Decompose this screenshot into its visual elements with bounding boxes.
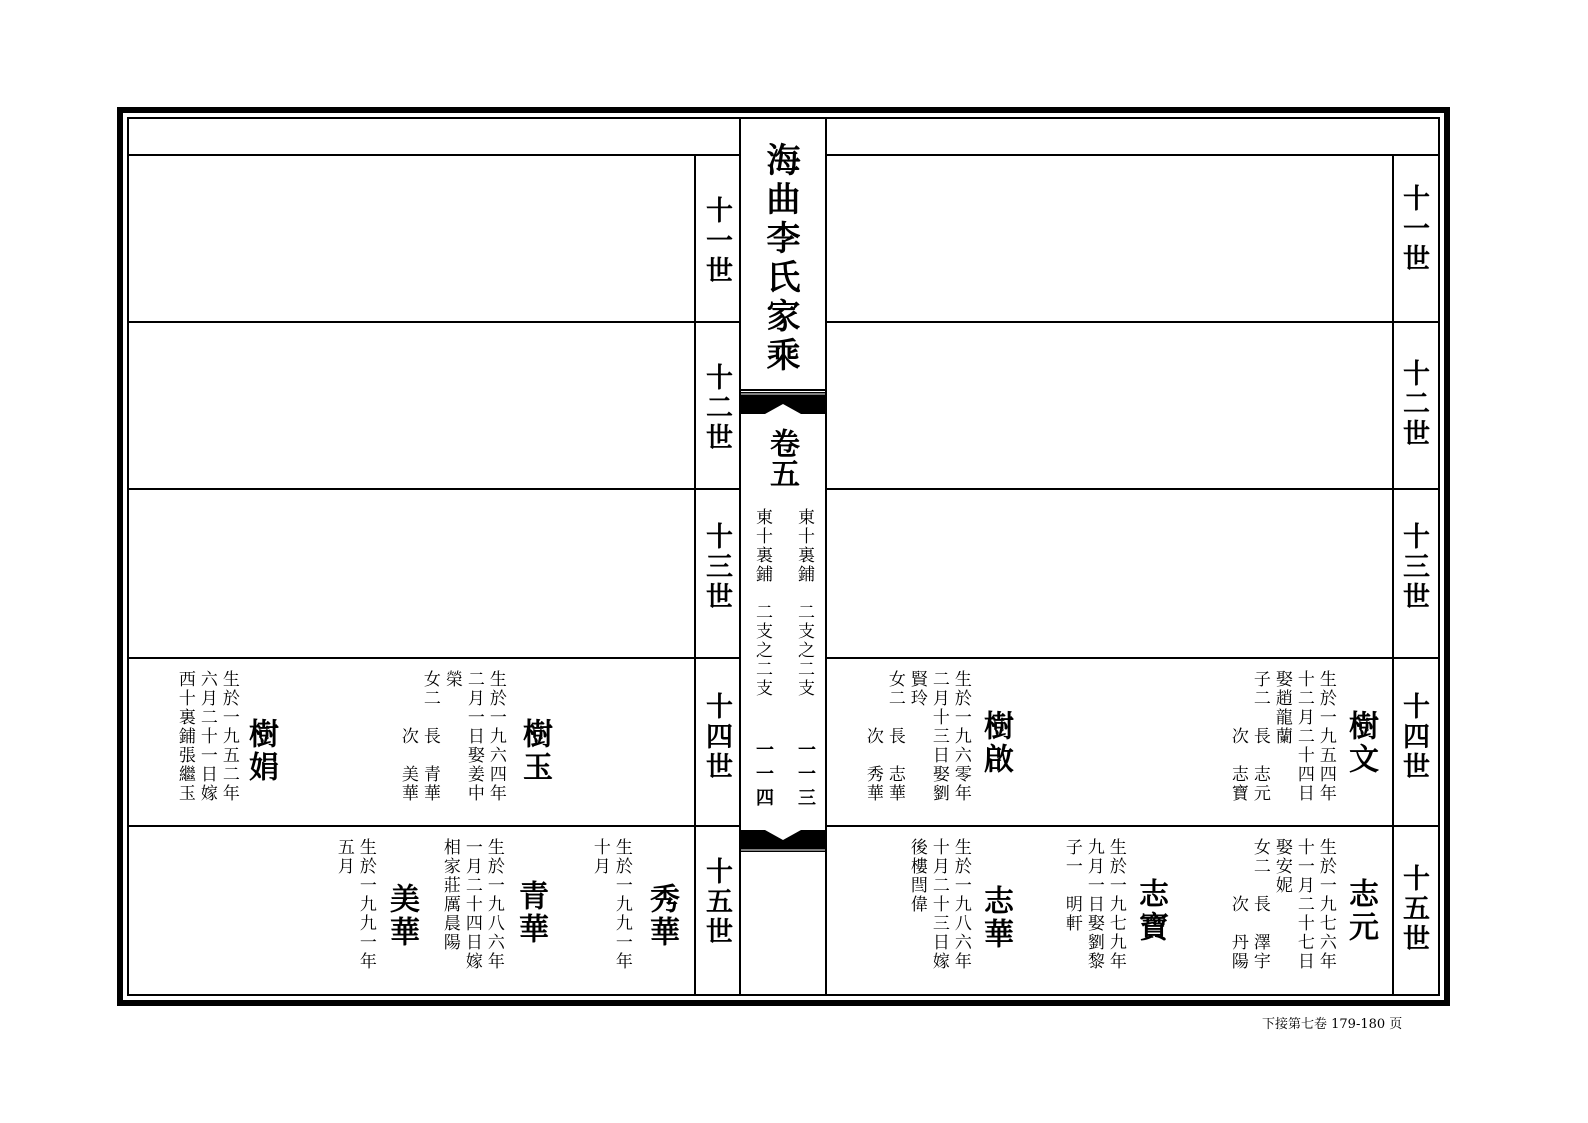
left-row-line-4 — [127, 825, 739, 827]
person-detail: 生於一九九一年 — [355, 838, 376, 971]
person-name: 樹啟 — [978, 710, 1013, 776]
person-detail: 生於一九六零年 — [950, 670, 971, 803]
branch-label-left: 東十裏鋪 二支之二支 — [752, 508, 772, 698]
person-detail: 生於一九九一年 — [611, 838, 632, 971]
right-row-line-2 — [825, 488, 1440, 490]
person-detail: 十一月二十七日 — [1293, 838, 1314, 971]
person-detail: 二月一日娶姜中 — [463, 670, 484, 803]
spine-right-border — [825, 117, 827, 996]
person-detail: 生於一九七九年 — [1105, 838, 1126, 971]
person-name: 樹文 — [1343, 710, 1378, 776]
right-row-line-3 — [825, 657, 1440, 659]
person-detail: 西十裏鋪張繼玉 — [174, 670, 195, 803]
person-detail: 賢玲 — [906, 670, 927, 708]
left-gen-column-border — [694, 154, 696, 996]
right-header-line — [825, 154, 1440, 156]
right-gen-label-13: 十三世 — [1398, 522, 1429, 612]
person-detail: 女二 長 澤宇 — [1249, 838, 1270, 971]
person-detail: 生於一九五二年 — [218, 670, 239, 803]
person-detail: 五月 — [333, 838, 354, 876]
person-detail: 生於一九八六年 — [950, 838, 971, 971]
person-detail: 女二 長 志華 — [884, 670, 905, 803]
person-detail: 相家莊厲晨陽 — [439, 838, 460, 952]
left-gen-label-12: 十二世 — [701, 363, 732, 453]
right-row-line-4 — [825, 825, 1440, 827]
person-detail: 生於一九六四年 — [485, 670, 506, 803]
person-detail: 生於一九七六年 — [1315, 838, 1336, 971]
person-name: 樹娟 — [243, 718, 278, 784]
person-detail: 六月二十一日嫁 — [196, 670, 217, 803]
person-name: 樹玉 — [517, 718, 552, 784]
spine-title-line — [739, 389, 827, 391]
person-detail: 十月 — [589, 838, 610, 876]
person-detail: 二月十三日娶劉 — [928, 670, 949, 803]
left-gen-label-15: 十五世 — [701, 857, 732, 947]
person-name: 秀華 — [644, 883, 679, 949]
person-name: 青華 — [513, 880, 548, 946]
person-detail: 次 志寶 — [1227, 670, 1248, 803]
person-detail: 次 丹陽 — [1227, 838, 1248, 971]
left-row-line-2 — [127, 488, 739, 490]
person-detail: 榮 — [441, 670, 462, 689]
footer-continuation-note: 下接第七卷 179-180 页 — [1262, 1017, 1403, 1032]
left-row-line-3 — [127, 657, 739, 659]
person-name: 志華 — [978, 885, 1013, 951]
person-detail: 子二 長 志元 — [1249, 670, 1270, 803]
right-gen-label-14: 十四世 — [1398, 692, 1429, 782]
person-detail: 次 美華 — [397, 670, 418, 803]
person-detail: 後樓閆偉 — [906, 838, 927, 914]
person-name: 志元 — [1343, 878, 1378, 944]
right-gen-label-15: 十五世 — [1398, 864, 1429, 954]
right-gen-label-11: 十一世 — [1398, 184, 1429, 274]
person-detail: 子一 明軒 — [1061, 838, 1082, 933]
person-detail: 娶安妮 — [1271, 838, 1292, 895]
left-gen-label-13: 十三世 — [701, 522, 732, 612]
page-number-left: 一一四 — [753, 740, 774, 812]
person-detail: 女二 長 青華 — [419, 670, 440, 803]
person-name: 美華 — [384, 883, 419, 949]
right-gen-column-border — [1392, 154, 1394, 996]
person-detail: 十二月二十四日 — [1293, 670, 1314, 803]
left-gen-label-11: 十一世 — [701, 196, 732, 286]
person-detail: 九月一日娶劉黎 — [1083, 838, 1104, 971]
right-row-line-1 — [825, 321, 1440, 323]
left-row-line-1 — [127, 321, 739, 323]
left-header-line — [127, 154, 739, 156]
volume-label: 卷五 — [764, 428, 799, 488]
book-title: 海曲李氏家乘 — [760, 142, 800, 376]
person-name: 志寶 — [1133, 878, 1168, 944]
left-gen-label-14: 十四世 — [701, 692, 732, 782]
person-detail: 十月二十三日嫁 — [928, 838, 949, 971]
page-number-right: 一一三 — [795, 740, 816, 812]
person-detail: 次 秀華 — [862, 670, 883, 803]
person-detail: 生於一九五四年 — [1315, 670, 1336, 803]
person-detail: 一月二十四日嫁 — [461, 838, 482, 971]
person-detail: 娶趙龍蘭 — [1271, 670, 1292, 746]
person-detail: 生於一九八六年 — [483, 838, 504, 971]
right-gen-label-12: 十二世 — [1398, 359, 1429, 449]
branch-label-right: 東十裏鋪 二支之二支 — [794, 508, 814, 698]
